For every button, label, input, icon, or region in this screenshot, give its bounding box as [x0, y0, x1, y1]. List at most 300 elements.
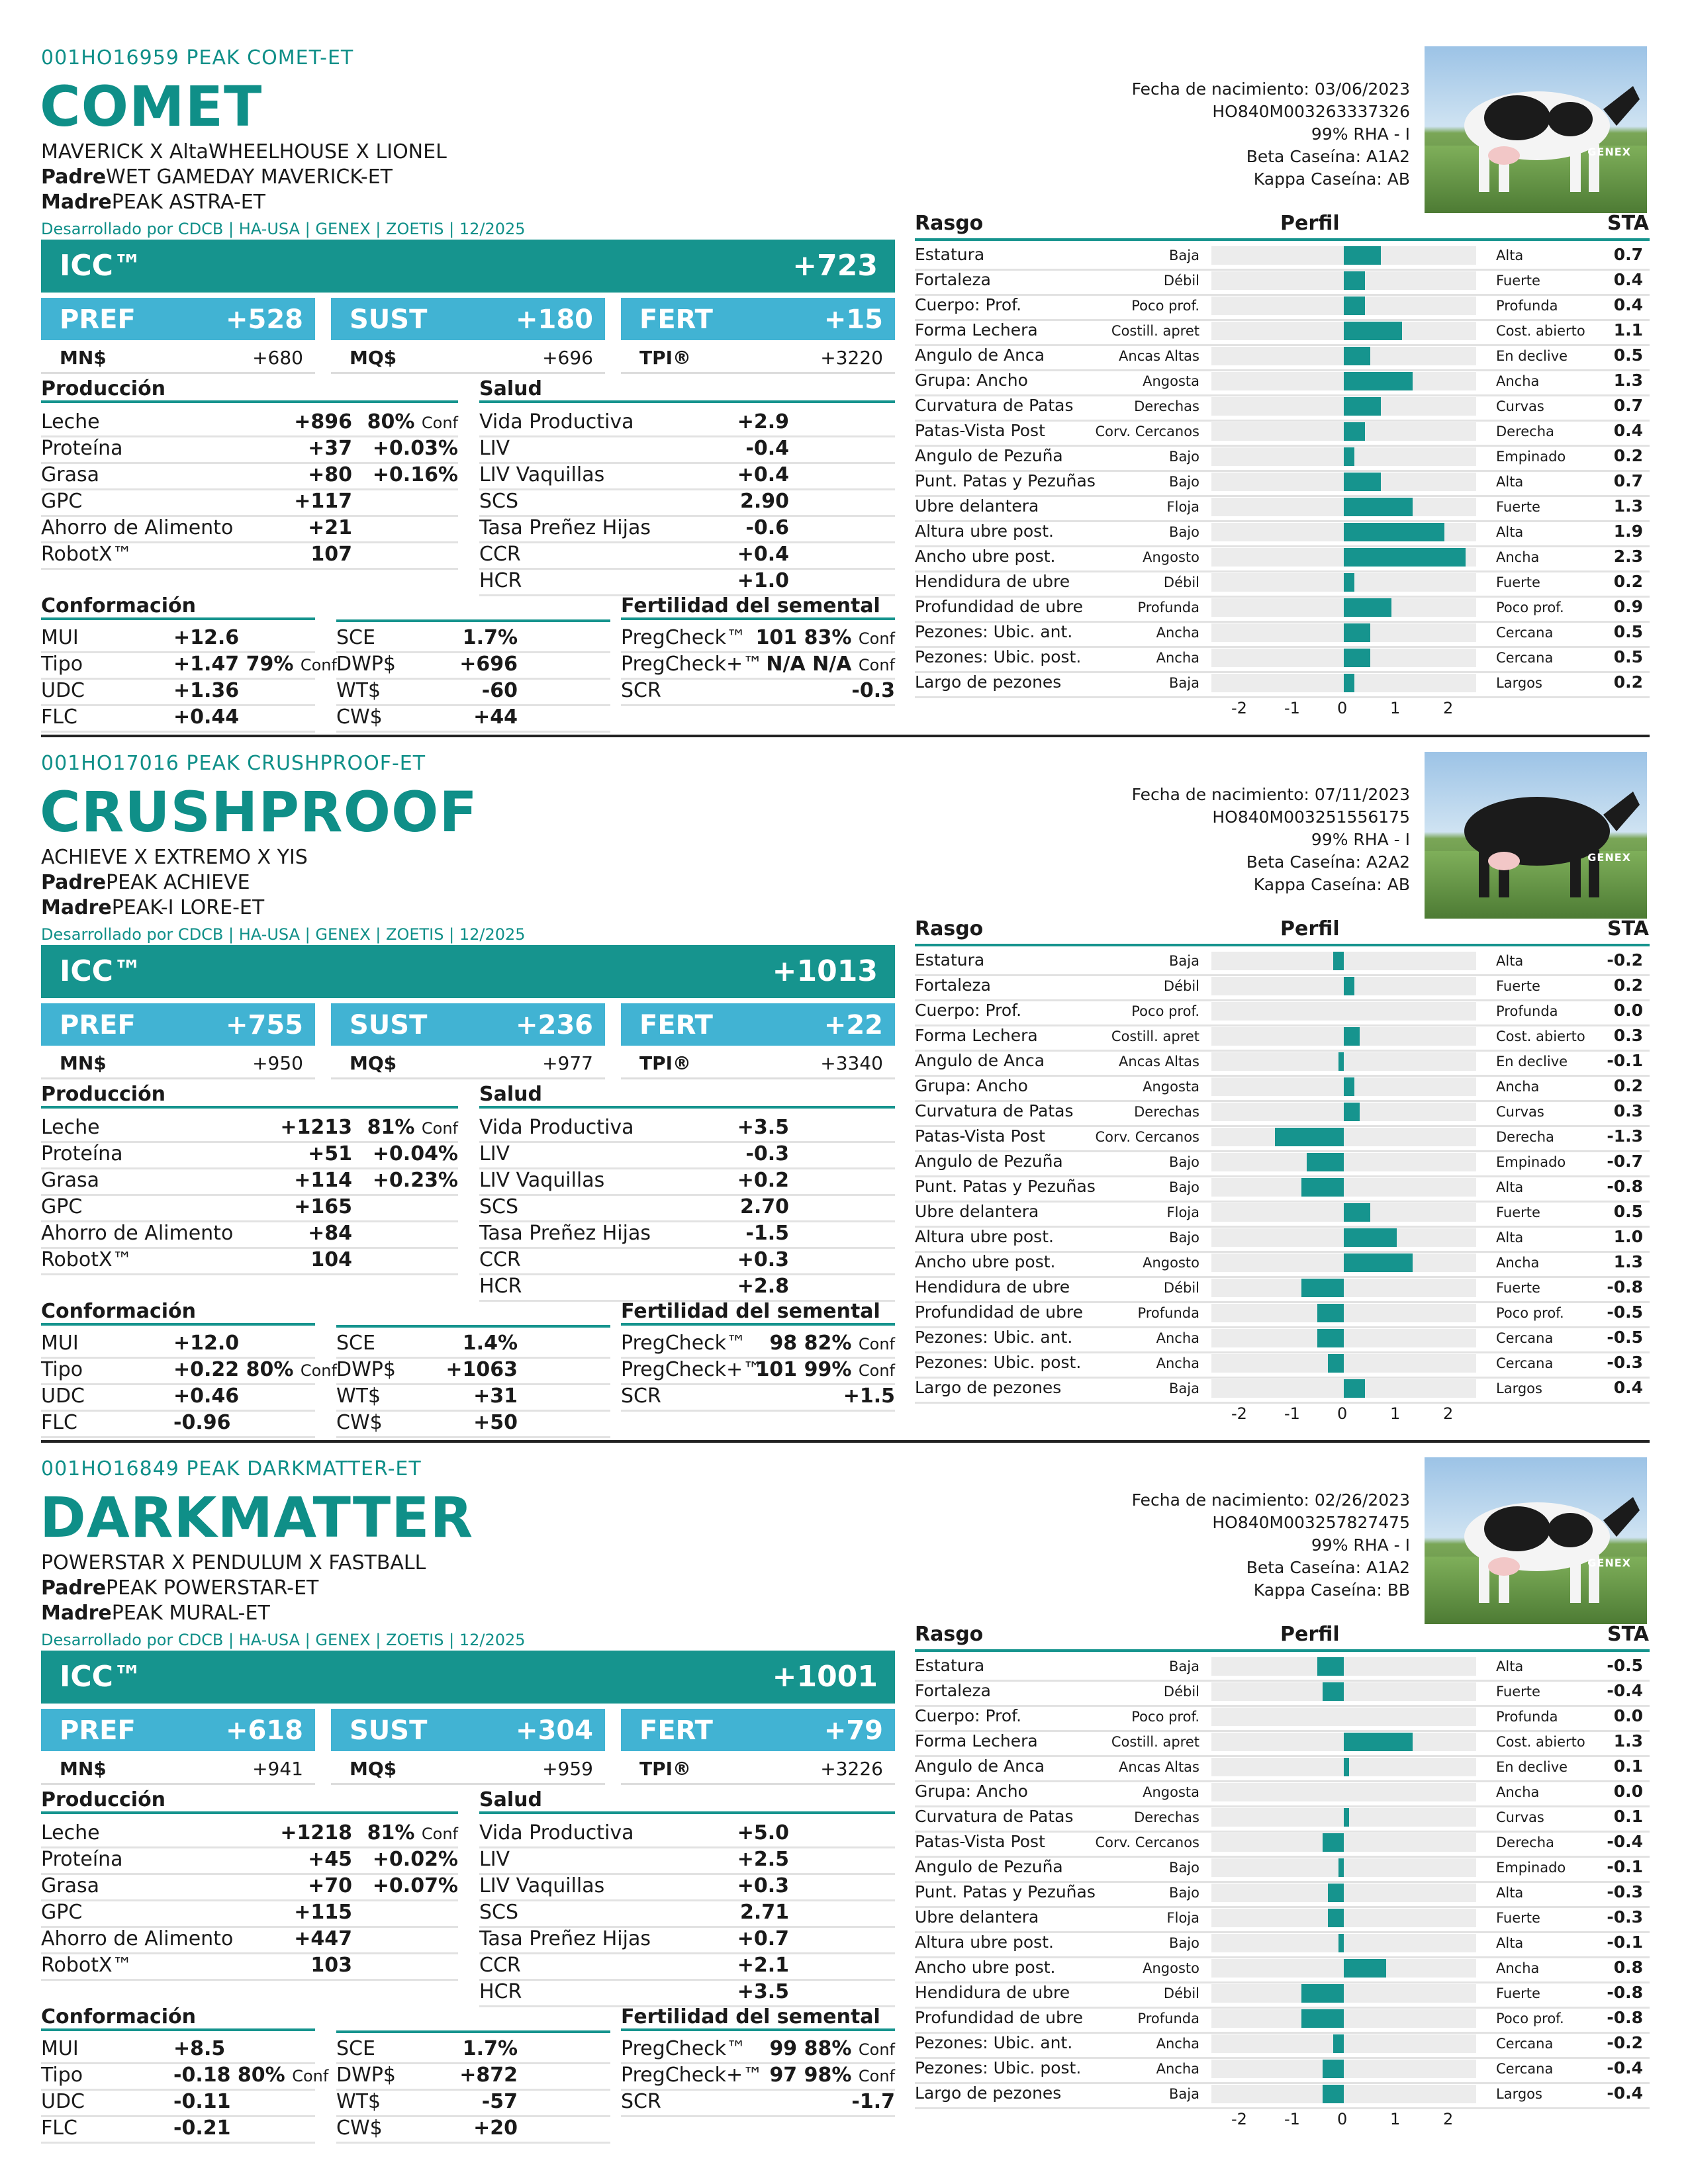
trait-sta-value: 0.5 — [1613, 622, 1643, 641]
row-label: UDC — [41, 1385, 85, 1408]
row-extra — [373, 1169, 458, 1192]
row-value: -0.6 — [745, 516, 789, 539]
trait-high-label: Cost. abierto — [1496, 1028, 1585, 1044]
trait-sta-value: -0.7 — [1607, 1152, 1643, 1171]
trait-name: Largo de pezones — [915, 2083, 1062, 2103]
salud-row — [479, 1899, 895, 1928]
trait-track — [1211, 952, 1476, 970]
row-label: CCR — [479, 1954, 521, 1977]
trait-name: Curvatura de Patas — [915, 396, 1074, 415]
trait-name: Estatura — [915, 950, 985, 970]
trait-row — [915, 1805, 1650, 1833]
trait-low-label: Costill. apret — [1111, 1028, 1199, 1044]
trait-bar — [1344, 473, 1381, 491]
trait-high-label: Profunda — [1496, 298, 1558, 314]
row-value-text: -0.96 — [173, 1411, 231, 1434]
row-value: 103 — [310, 1954, 352, 1977]
fert-label: FERT — [639, 1010, 713, 1040]
row-value-text: -0.21 — [173, 2116, 231, 2140]
trait-low-label: Bajo — [1169, 1154, 1199, 1170]
row-value: 1.7% — [462, 626, 518, 649]
icc-label: ICC™ — [60, 249, 142, 283]
row-value: 104 — [310, 1248, 352, 1271]
salud-row — [479, 1194, 895, 1222]
trait-bar — [1344, 1808, 1349, 1827]
trait-row — [915, 545, 1650, 572]
row-value: +84 — [308, 1222, 352, 1245]
trait-name: Ancho ubre post. — [915, 1958, 1056, 1977]
row-label: DWP$ — [336, 653, 396, 676]
row-value-text: 98 82% — [769, 1332, 852, 1355]
row-value: +3.5 — [737, 1116, 789, 1139]
fert-value: +79 — [823, 1715, 883, 1746]
trait-high-label: Fuerte — [1496, 499, 1540, 515]
row-value — [851, 2090, 895, 2113]
salud-row — [479, 1952, 895, 1981]
conformacion-row — [41, 2036, 315, 2064]
mn-index — [41, 1051, 315, 1079]
trait-bar — [1344, 1253, 1413, 1272]
trait-sta-value: 0.3 — [1613, 1026, 1643, 1045]
row-label: LIV Vaquillas — [479, 1874, 605, 1897]
info-line: Beta Caseína: A2A2 — [1246, 852, 1410, 872]
trait-low-label: Angosta — [1143, 1079, 1199, 1095]
axis-tick-label: -2 — [1231, 1404, 1247, 1423]
trait-track — [1211, 1707, 1476, 1726]
trait-row — [915, 621, 1650, 648]
row-label: Grasa — [41, 1874, 99, 1897]
row-value-text: -1.7 — [851, 2090, 895, 2113]
trait-low-label: Baja — [1169, 1659, 1199, 1674]
bull-code: 001HO17016 PEAK CRUSHPROOF-ET — [41, 752, 426, 775]
row-label: HCR — [479, 569, 522, 592]
row-label: RobotX™ — [41, 543, 132, 566]
trait-sta-value: 0.3 — [1613, 1101, 1643, 1120]
sust-value: +180 — [515, 304, 593, 335]
trait-name: Fortaleza — [915, 270, 991, 289]
trait-low-label: Bajo — [1169, 1179, 1199, 1195]
fert-value: +15 — [823, 304, 883, 335]
row-extra — [367, 1821, 458, 1844]
pref-label: PREF — [60, 1715, 136, 1746]
row-label: Tasa Preñez Hijas — [479, 1222, 651, 1245]
trait-sta-value: 0.8 — [1613, 1958, 1643, 1977]
trait-row — [915, 646, 1650, 673]
trait-low-label: Bajo — [1169, 1935, 1199, 1951]
trait-high-label: En declive — [1496, 1054, 1568, 1069]
row-value: +20 — [473, 2116, 518, 2140]
trait-bar — [1344, 1959, 1386, 1978]
trait-low-label: Profunda — [1137, 2011, 1199, 2026]
traits-header-sta: STA — [1607, 917, 1649, 940]
row-label: SCR — [621, 1385, 661, 1408]
trait-high-label: Ancha — [1496, 1255, 1540, 1271]
trait-name: Grupa: Ancho — [915, 1076, 1028, 1095]
row-label: GPC — [41, 1901, 83, 1924]
row-label: PregCheck+™ — [621, 1358, 763, 1381]
trait-name: Hendidura de ubre — [915, 572, 1070, 591]
fertilidad-header: Fertilidad del semental — [621, 2005, 895, 2031]
salud-row — [479, 568, 895, 596]
trait-name: Patas-Vista Post — [915, 1126, 1045, 1146]
trait-bar — [1338, 1858, 1344, 1877]
fert-value: +22 — [823, 1010, 883, 1040]
trait-high-label: Derecha — [1496, 1129, 1554, 1145]
trait-name: Ubre delantera — [915, 496, 1039, 516]
icc-banner — [41, 1651, 895, 1704]
trait-low-label: Profunda — [1137, 600, 1199, 615]
trait-high-label: Alta — [1496, 1230, 1524, 1246]
trait-low-label: Bajo — [1169, 524, 1199, 540]
axis-tick-label: -1 — [1284, 2110, 1300, 2128]
row-label: CW$ — [336, 1411, 383, 1434]
trait-bar — [1344, 447, 1354, 466]
trait-low-label: Baja — [1169, 953, 1199, 969]
sust-label: SUST — [350, 1715, 428, 1746]
trait-row — [915, 319, 1650, 346]
row-value: +1218 — [280, 1821, 352, 1844]
sire-label: Padre — [41, 871, 107, 894]
row-extra — [373, 1142, 458, 1165]
row-value: +0.3 — [737, 1874, 789, 1897]
trait-low-label: Ancas Altas — [1119, 348, 1199, 364]
traits-header-sta: STA — [1607, 1623, 1649, 1646]
trait-sta-value: 0.5 — [1613, 647, 1643, 666]
info-line: 99% RHA - I — [1311, 1535, 1410, 1555]
trait-sta-value: 0.4 — [1613, 1378, 1643, 1397]
trait-row — [915, 1226, 1650, 1253]
sust-box — [331, 1003, 605, 1046]
icc-label: ICC™ — [60, 954, 142, 988]
row-value: +51 — [308, 1142, 352, 1165]
trait-track — [1211, 1002, 1476, 1021]
icc-banner — [41, 945, 895, 998]
produccion-row — [41, 1873, 458, 1901]
row-value: 107 — [310, 543, 352, 566]
row-extra-value: 80% — [367, 410, 415, 433]
axis-tick-label: 0 — [1337, 699, 1348, 717]
row-value: +114 — [294, 1169, 352, 1192]
row-value: +50 — [473, 1411, 518, 1434]
row-label: FLC — [41, 705, 77, 729]
trait-track — [1211, 2085, 1476, 2103]
trait-low-label: Floja — [1166, 1910, 1199, 1926]
trait-name: Angulo de Anca — [915, 345, 1045, 365]
row-label: Proteína — [41, 437, 123, 460]
trait-high-label: Cost. abierto — [1496, 323, 1585, 339]
trait-row — [915, 294, 1650, 321]
trait-low-label: Corv. Cercanos — [1095, 424, 1199, 439]
trait-name: Ancho ubre post. — [915, 547, 1056, 566]
row-label: Tasa Preñez Hijas — [479, 516, 651, 539]
tpi-value: +3220 — [820, 347, 883, 369]
calving-row — [336, 651, 610, 680]
trait-name: Punt. Patas y Pezuñas — [915, 1882, 1096, 1901]
axis-tick-label: 2 — [1443, 2110, 1454, 2128]
trait-name: Angulo de Pezuña — [915, 1857, 1063, 1876]
pref-label: PREF — [60, 1010, 136, 1040]
info-line: Beta Caseína: A1A2 — [1246, 1558, 1410, 1577]
sust-label: SUST — [350, 1010, 428, 1040]
trait-high-label: Alta — [1496, 1179, 1524, 1195]
row-conf: Conf — [300, 656, 337, 674]
fertilidad-row — [621, 678, 895, 706]
trait-sta-value: 1.1 — [1613, 320, 1643, 340]
sire-label: Padre — [41, 1576, 107, 1600]
row-label: Leche — [41, 410, 100, 433]
bull-name: DARKMATTER — [40, 1485, 474, 1550]
trait-track — [1211, 1329, 1476, 1347]
trait-row — [915, 1301, 1650, 1328]
row-value — [173, 1358, 337, 1381]
row-value: 2.70 — [739, 1195, 789, 1218]
sire-label: Padre — [41, 165, 107, 189]
trait-bar — [1344, 649, 1370, 667]
sire-name: PEAK ACHIEVE — [106, 871, 250, 894]
trait-bar — [1344, 422, 1365, 441]
traits-header-sta: STA — [1607, 212, 1649, 235]
bull-photo — [1425, 752, 1647, 919]
pref-value: +755 — [225, 1010, 303, 1040]
salud-row — [479, 1820, 895, 1848]
row-value-text: 97 98% — [769, 2064, 852, 2087]
photo-brand-watermark: GENEX — [1587, 1557, 1631, 1569]
row-label: RobotX™ — [41, 1954, 132, 1977]
conformacion-row — [41, 2062, 329, 2091]
fert-box — [621, 298, 895, 340]
row-value: +37 — [308, 437, 352, 460]
mq-value: +977 — [542, 1052, 593, 1074]
trait-track — [1211, 1984, 1476, 2003]
trait-row — [915, 1881, 1650, 1908]
trait-row — [915, 420, 1650, 447]
trait-row — [915, 949, 1650, 976]
fertilidad-row — [621, 2089, 895, 2117]
trait-sta-value: -0.8 — [1607, 2008, 1643, 2027]
row-conf: Conf — [421, 414, 458, 432]
axis-tick-label: 1 — [1390, 699, 1401, 717]
trait-sta-value: 1.3 — [1613, 1731, 1643, 1751]
trait-name: Pezones: Ubic. ant. — [915, 2033, 1073, 2052]
section-divider — [41, 735, 1650, 737]
trait-low-label: Profunda — [1137, 1305, 1199, 1321]
tpi-label: TPI® — [639, 1052, 692, 1074]
salud-row — [479, 1247, 895, 1275]
row-label: LIV Vaquillas — [479, 463, 605, 486]
calving-row — [336, 1383, 610, 1412]
trait-low-label: Débil — [1163, 1985, 1199, 2001]
row-label: WT$ — [336, 2090, 381, 2113]
row-value-text: +1.5 — [843, 1385, 895, 1408]
trait-name: Largo de pezones — [915, 1378, 1062, 1397]
row-label: GPC — [41, 1195, 83, 1218]
trait-row — [915, 369, 1650, 396]
salud-header: Salud — [479, 1083, 895, 1109]
trait-bar — [1333, 2034, 1344, 2053]
trait-name: Altura ubre post. — [915, 522, 1054, 541]
trait-sta-value: 0.2 — [1613, 572, 1643, 591]
row-extra-value: 81% — [367, 1821, 415, 1844]
conformacion-row — [41, 1410, 315, 1438]
trait-low-label: Baja — [1169, 248, 1199, 263]
trait-name: Grupa: Ancho — [915, 1782, 1028, 1801]
trait-name: Cuerpo: Prof. — [915, 1001, 1022, 1020]
trait-high-label: Fuerte — [1496, 978, 1540, 994]
trait-row — [915, 570, 1650, 598]
trait-sta-value: -0.1 — [1607, 1857, 1643, 1876]
tpi-label: TPI® — [639, 347, 692, 369]
conformacion-header: Conformación — [41, 2005, 315, 2031]
trait-row — [915, 495, 1650, 522]
row-value-text: +12.0 — [173, 1332, 240, 1355]
trait-high-label: Empinado — [1496, 1154, 1566, 1170]
info-line: Kappa Caseína: AB — [1253, 875, 1410, 894]
pedigree: POWERSTAR X PENDULUM X FASTBALL — [41, 1551, 426, 1574]
trait-sta-value: 0.7 — [1613, 396, 1643, 415]
trait-low-label: Ancha — [1156, 2036, 1199, 2052]
developed-by: Desarrollado por CDCB | HA-USA | GENEX | ZOETIS | 12/2025 — [41, 925, 526, 944]
trait-track — [1211, 1304, 1476, 1322]
fertilidad-header: Fertilidad del semental — [621, 1300, 895, 1326]
mq-index — [331, 345, 605, 374]
sust-box — [331, 1709, 605, 1751]
trait-bar — [1275, 1128, 1344, 1146]
conformacion-header: Conformación — [41, 1300, 315, 1326]
row-label: MUI — [41, 626, 79, 649]
trait-sta-value: -0.1 — [1607, 1051, 1643, 1070]
dam-label: Madre — [41, 1602, 112, 1625]
trait-low-label: Floja — [1166, 1205, 1199, 1220]
row-label: Leche — [41, 1116, 100, 1139]
produccion-row — [41, 1247, 458, 1275]
axis-tick-label: -2 — [1231, 699, 1247, 717]
trait-bar — [1344, 347, 1370, 365]
trait-low-label: Baja — [1169, 675, 1199, 691]
row-value — [769, 2064, 895, 2087]
trait-high-label: Ancha — [1496, 549, 1540, 565]
trait-bar — [1338, 1934, 1344, 1952]
pref-box — [41, 1709, 315, 1751]
trait-name: Estatura — [915, 1656, 985, 1675]
row-value-text: -0.3 — [851, 679, 895, 702]
row-extra — [367, 1116, 458, 1139]
trait-track — [1211, 2009, 1476, 2028]
trait-name: Profundidad de ubre — [915, 1302, 1083, 1322]
trait-bar — [1301, 1178, 1344, 1197]
trait-row — [915, 1276, 1650, 1303]
trait-bar — [1344, 548, 1466, 567]
row-value-text: 99 88% — [769, 2037, 852, 2060]
row-label: WT$ — [336, 1385, 381, 1408]
calving-row — [336, 625, 610, 653]
row-label: FLC — [41, 1411, 77, 1434]
row-label: MUI — [41, 1332, 79, 1355]
trait-name: Fortaleza — [915, 976, 991, 995]
row-extra-value: +0.02% — [372, 1848, 458, 1871]
trait-row — [915, 1856, 1650, 1883]
trait-sta-value: -0.3 — [1607, 1353, 1643, 1372]
conformacion-row — [41, 704, 315, 733]
mn-label: MN$ — [60, 347, 107, 369]
tpi-value: +3226 — [820, 1758, 883, 1780]
dam-line — [41, 191, 265, 214]
trait-bar — [1328, 1909, 1344, 1927]
trait-low-label: Débil — [1163, 1684, 1199, 1700]
row-value — [769, 1332, 895, 1355]
trait-low-label: Angosto — [1143, 549, 1199, 565]
bull-photo — [1425, 46, 1647, 213]
produccion-row — [41, 435, 458, 464]
row-extra — [373, 1874, 458, 1897]
trait-high-label: Cercana — [1496, 2061, 1554, 2077]
row-label: Ahorro de Alimento — [41, 516, 234, 539]
trait-track — [1211, 1178, 1476, 1197]
trait-high-label: Alta — [1496, 474, 1524, 490]
produccion-row — [41, 541, 458, 570]
row-value: +896 — [294, 410, 352, 433]
row-value-text: +1.36 — [173, 679, 240, 702]
trait-name: Curvatura de Patas — [915, 1807, 1074, 1826]
trait-low-label: Ancha — [1156, 625, 1199, 641]
trait-bar — [1344, 498, 1413, 516]
trait-bar — [1344, 598, 1391, 617]
trait-low-label: Baja — [1169, 1381, 1199, 1396]
row-label: Grasa — [41, 1169, 99, 1192]
row-extra-value: +0.03% — [372, 437, 458, 460]
cow-silhouette — [1425, 752, 1647, 919]
icc-banner — [41, 240, 895, 293]
row-value: -0.3 — [745, 1142, 789, 1165]
trait-row — [915, 1326, 1650, 1353]
trait-bar — [1344, 1203, 1370, 1222]
axis-tick-label: 1 — [1390, 1404, 1401, 1423]
trait-bar — [1317, 1304, 1344, 1322]
trait-sta-value: -0.4 — [1607, 2058, 1643, 2077]
photo-brand-watermark: GENEX — [1587, 851, 1631, 864]
trait-low-label: Débil — [1163, 1280, 1199, 1296]
trait-bar — [1301, 1984, 1344, 2003]
row-conf: Conf — [858, 2040, 895, 2059]
row-value: 1.4% — [462, 1332, 518, 1355]
trait-name: Cuerpo: Prof. — [915, 1706, 1022, 1725]
produccion-row — [41, 1952, 458, 1981]
trait-high-label: Fuerte — [1496, 1205, 1540, 1220]
trait-bar — [1344, 523, 1444, 541]
row-value — [173, 679, 239, 702]
row-conf: Conf — [858, 1361, 895, 1380]
row-label: PregCheck™ — [621, 2037, 747, 2060]
cow-silhouette — [1425, 46, 1647, 213]
row-label: Tipo — [41, 653, 83, 676]
trait-sta-value: -0.5 — [1607, 1302, 1643, 1322]
axis-tick-label: -1 — [1284, 1404, 1300, 1423]
mn-label: MN$ — [60, 1758, 107, 1780]
trait-track — [1211, 1657, 1476, 1676]
trait-high-label: Fuerte — [1496, 1280, 1540, 1296]
row-value: -60 — [481, 679, 518, 702]
conformacion-row — [41, 1330, 315, 1359]
row-conf: Conf — [421, 1825, 458, 1843]
row-value: -57 — [481, 2090, 518, 2113]
calving-row — [336, 2062, 610, 2091]
trait-high-label: Cercana — [1496, 650, 1554, 666]
pref-value: +528 — [225, 304, 303, 335]
salud-row — [479, 462, 895, 490]
row-label: LIV — [479, 1848, 510, 1871]
trait-bar — [1344, 372, 1413, 390]
fertilidad-row — [621, 651, 895, 680]
trait-name: Pezones: Ubic. ant. — [915, 1328, 1073, 1347]
